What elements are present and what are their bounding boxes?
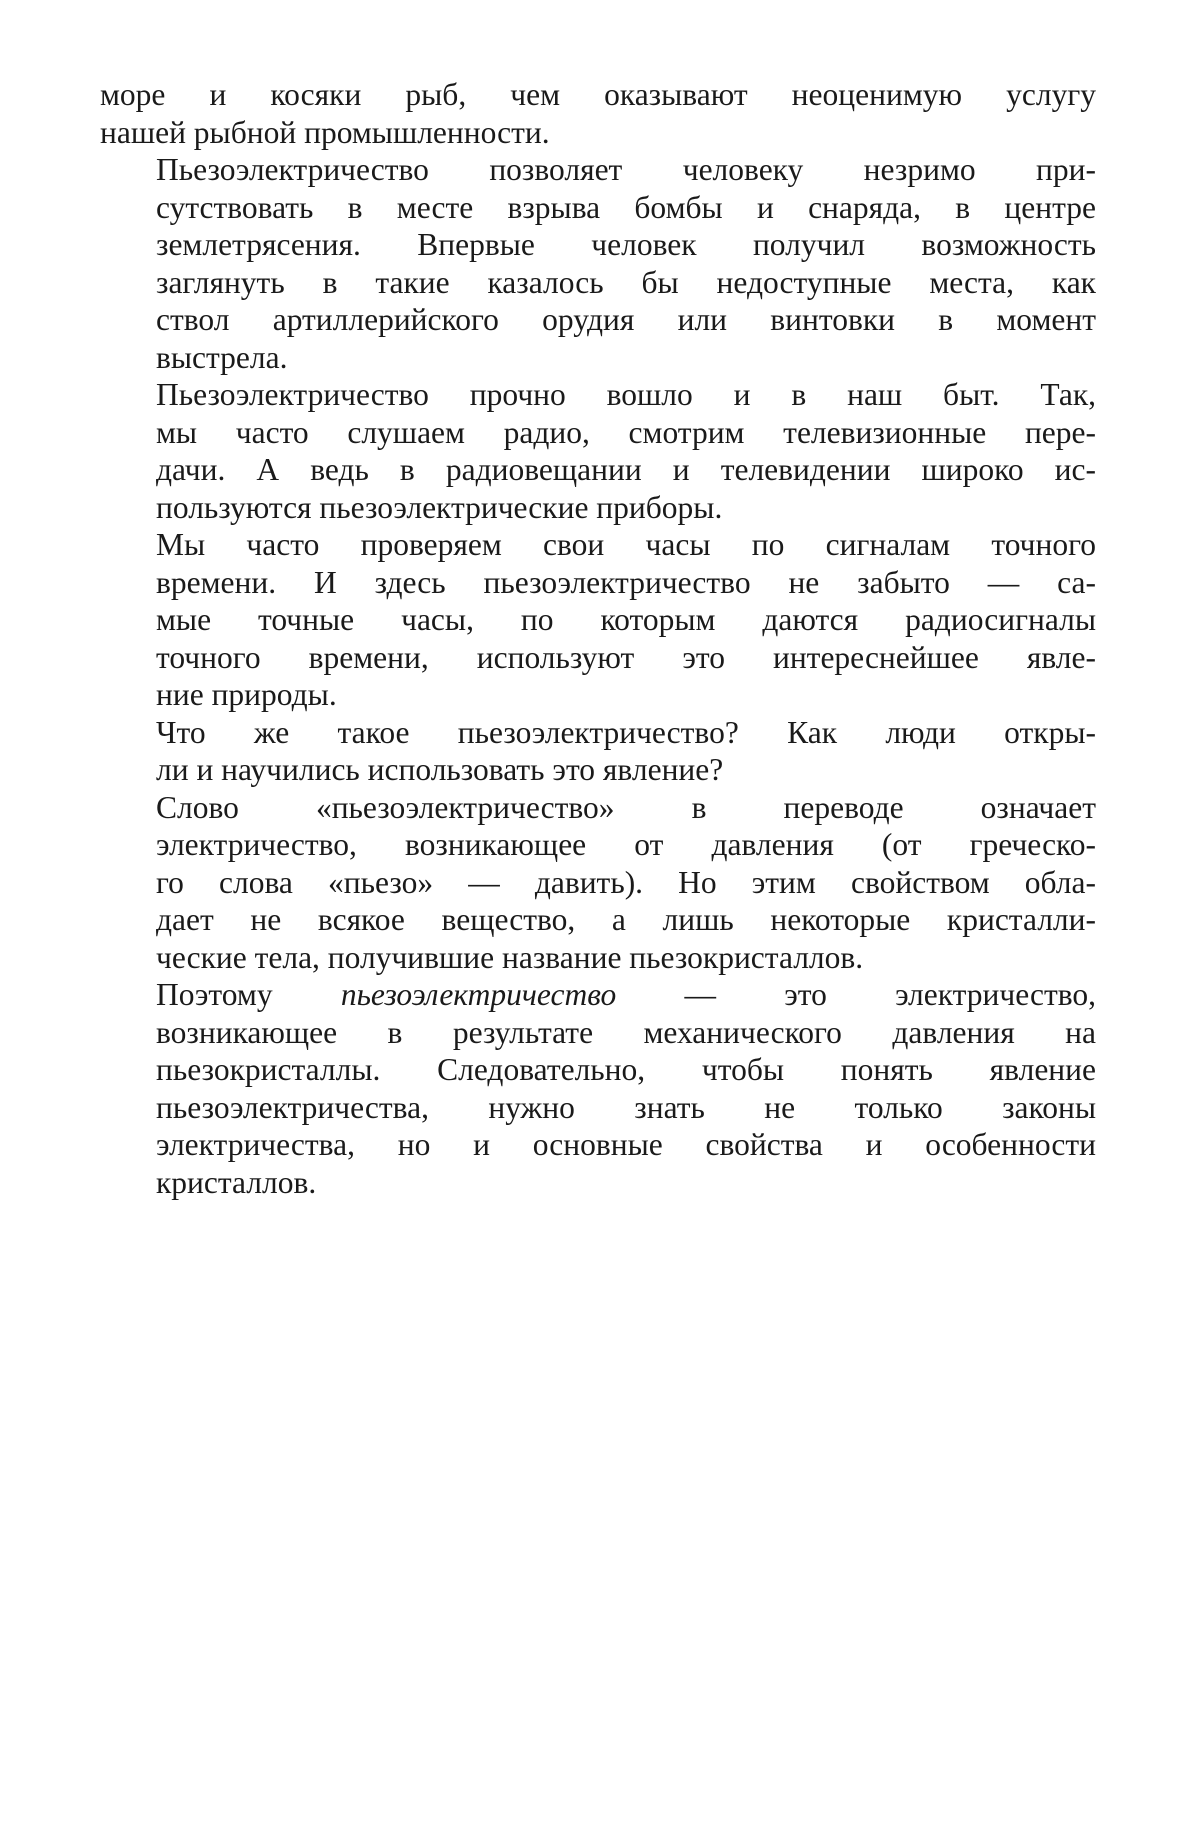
paragraph-clocks: [100, 526, 1096, 714]
text-line: электричество, возникающее от давления (от греческо-: [156, 827, 1096, 862]
text-line: Мы часто проверяем свои часы по сигналам точного: [156, 527, 1096, 562]
text-line: ческие тела, получившие название пьезокристаллов.: [156, 939, 864, 975]
text-line: выстрела.: [156, 339, 288, 375]
paragraph-definition: [100, 789, 1096, 977]
text-line: нашей рыбной промышленности.: [100, 114, 550, 150]
text-line: пьезокристаллы. Следовательно, чтобы понять явление: [156, 1052, 1096, 1087]
text-line: времени. И здесь пьезоэлектричество не забыто — са-: [156, 564, 1096, 600]
text-line: Пьезоэлектричество позволяет человеку незримо при-: [156, 152, 1096, 187]
text-line: сутствовать в месте взрыва бомбы и снаряда, в центре: [156, 189, 1096, 225]
paragraph-presence: [100, 151, 1096, 376]
text-line: пьезоэлектричества, нужно знать не только законы: [156, 1089, 1096, 1125]
text-line: пользуются пьезоэлектрические приборы.: [156, 489, 723, 525]
paragraph-everyday-life: [100, 376, 1096, 526]
text-line: дает не всякое вещество, а лишь некоторые кристалли-: [156, 902, 1096, 937]
text-line: точного времени, используют это интереснейшее явле-: [156, 639, 1096, 675]
text-fragment: Поэтому: [156, 977, 341, 1012]
text-line: мы часто слушаем радио, смотрим телевизионные пере-: [156, 414, 1096, 450]
text-line: возникающее в результате механического давления на: [156, 1014, 1096, 1050]
paragraph-conclusion: [100, 976, 1096, 1201]
text-line: электричества, но и основные свойства и особенности: [156, 1127, 1096, 1162]
text-line: кристаллов.: [156, 1164, 317, 1200]
text-line: заглянуть в такие казалось бы недоступные места, как: [156, 264, 1096, 300]
text-line: Что же такое пьезоэлектричество? Как люди откры-: [156, 714, 1096, 750]
paragraph-question: [100, 714, 1096, 789]
text-line: ние природы.: [156, 677, 337, 712]
text-line: ствол артиллерийского орудия или винтовки в момент: [156, 302, 1096, 337]
text-line: море и косяки рыб, чем оказывают неоценимую услугу: [100, 77, 1096, 112]
text-line: мые точные часы, по которым даются радиосигналы: [156, 602, 1096, 637]
text-fragment: — это электричество,: [616, 977, 1097, 1012]
page-body: [100, 76, 1096, 1201]
text-line: го слова «пьезо» — давить). Но этим свойством обла-: [156, 864, 1096, 900]
text-line: ли и научились использовать это явление?: [156, 752, 724, 787]
text-line: землетрясения. Впервые человек получил возможность: [156, 227, 1096, 262]
paragraph-fishing: [100, 76, 1096, 151]
text-line-with-term: [100, 976, 1096, 1014]
text-line: Слово «пьезоэлектричество» в переводе означает: [156, 789, 1096, 825]
text-line: Пьезоэлектричество прочно вошло и в наш быт. Так,: [156, 377, 1096, 412]
text-line: дачи. А ведь в радиовещании и телевидении широко ис-: [156, 452, 1096, 487]
italic-term: пьезоэлектричество: [340, 977, 617, 1012]
